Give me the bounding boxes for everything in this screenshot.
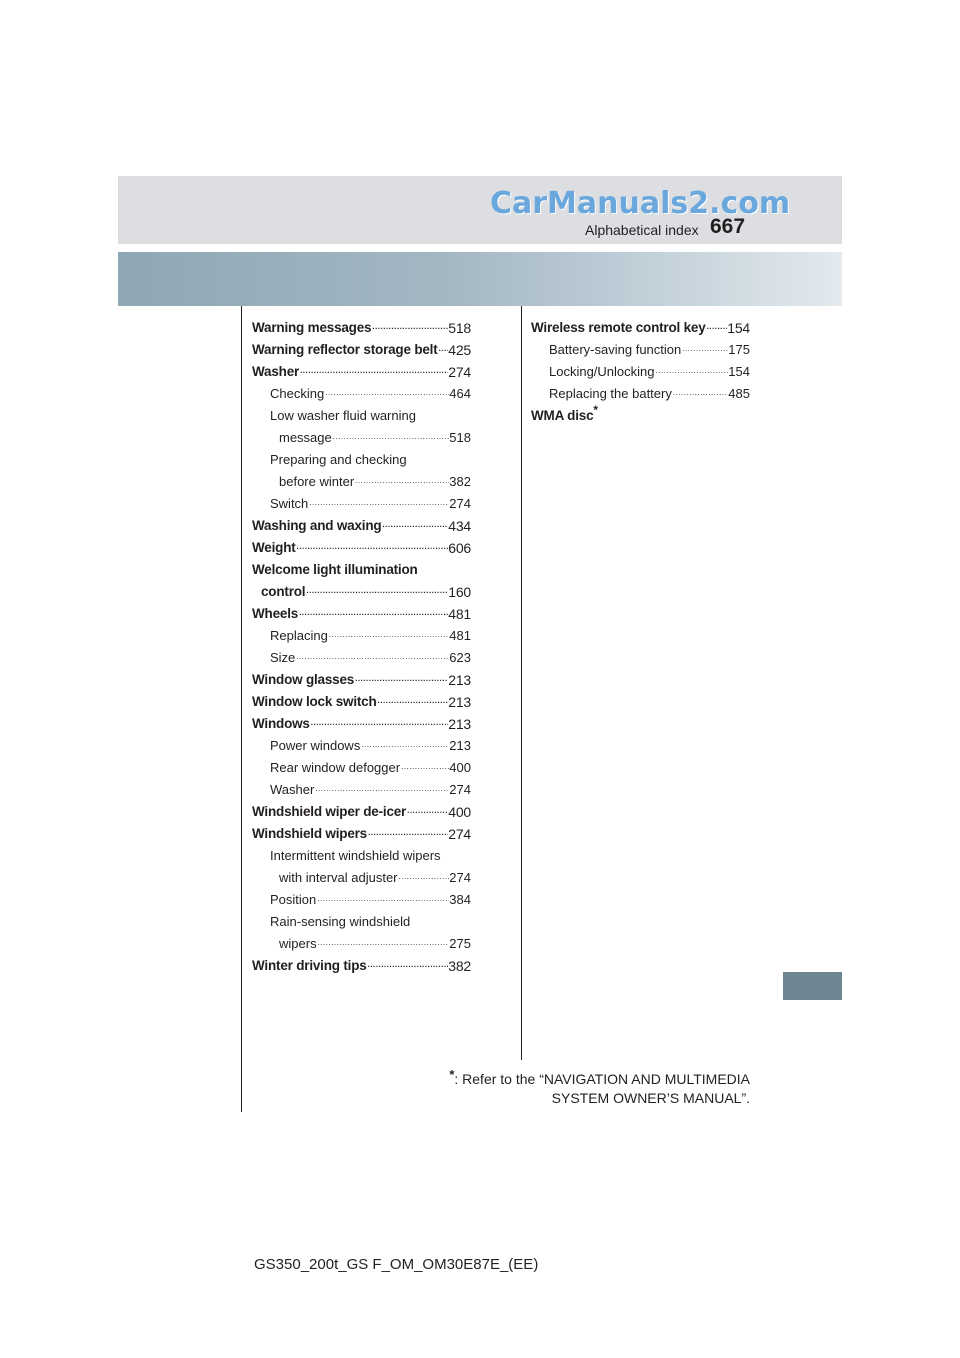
- dot-leader: [406, 803, 448, 819]
- entry-page-number[interactable]: 213: [448, 672, 471, 688]
- entry-label: Size: [270, 650, 296, 665]
- entry-page-number[interactable]: 274: [449, 496, 471, 511]
- index-entry: [252, 471, 471, 493]
- entry-page-number[interactable]: 213: [449, 738, 471, 753]
- index-entry: [531, 383, 750, 405]
- dot-leader: [296, 539, 449, 555]
- index-entry: [252, 317, 471, 339]
- footnote-line-1: : Refer to the “NAVIGATION AND MULTIMEDIA: [454, 1071, 750, 1087]
- entry-label: Battery-saving function: [549, 342, 682, 357]
- dot-leader: [400, 759, 449, 775]
- section-tab: [783, 972, 842, 1000]
- index-entry: [252, 735, 471, 757]
- index-entry: [252, 647, 471, 669]
- entry-label: with interval adjuster: [279, 870, 398, 885]
- index-entry: [252, 801, 471, 823]
- entry-label: Replacing the battery: [549, 386, 672, 401]
- entry-label: Washer: [270, 782, 315, 797]
- index-entry: [252, 889, 471, 911]
- entry-label: Position: [270, 892, 317, 907]
- entry-label: Power windows: [270, 738, 361, 753]
- dot-leader: [655, 363, 729, 379]
- dot-leader: [317, 935, 450, 951]
- index-entry: [531, 339, 750, 361]
- entry-label: Warning messages: [252, 320, 372, 335]
- index-entry: [252, 581, 471, 603]
- entry-label: Washer: [252, 364, 300, 379]
- index-column-right: [531, 317, 750, 427]
- index-entry: [252, 867, 471, 889]
- index-entry: [252, 493, 471, 515]
- index-entry: [252, 339, 471, 361]
- index-entry: [531, 405, 750, 427]
- entry-label: Wheels: [252, 606, 299, 621]
- index-entry: [531, 361, 750, 383]
- dot-leader: [371, 319, 448, 335]
- entry-label: Winter driving tips: [252, 958, 367, 973]
- index-entry: [252, 449, 471, 471]
- entry-label: Washing and waxing: [252, 518, 382, 533]
- dot-leader: [681, 341, 728, 357]
- dot-leader: [310, 715, 449, 731]
- entry-page-number[interactable]: 275: [449, 936, 471, 951]
- dot-leader: [298, 605, 448, 621]
- index-entry: [252, 515, 471, 537]
- page-number: 667: [710, 215, 746, 238]
- dot-leader: [381, 517, 448, 533]
- entry-page-number[interactable]: 606: [448, 540, 471, 556]
- dot-leader: [367, 957, 449, 973]
- index-entry: [252, 933, 471, 955]
- entry-page-number[interactable]: 400: [449, 760, 471, 775]
- dot-leader: [332, 429, 450, 445]
- footnote: [420, 1067, 750, 1108]
- entry-page-number[interactable]: 274: [449, 782, 471, 797]
- index-entry: [252, 559, 471, 581]
- entry-label: Replacing: [270, 628, 328, 643]
- entry-page-number[interactable]: 481: [449, 628, 471, 643]
- dot-leader: [316, 891, 449, 907]
- entry-label: Locking/Unlocking: [549, 364, 655, 379]
- entry-page-number[interactable]: 274: [448, 826, 471, 842]
- dot-leader: [367, 825, 448, 841]
- index-entry: [252, 537, 471, 559]
- footnote-line-2: SYSTEM OWNER’S MANUAL”.: [551, 1090, 750, 1106]
- entry-label: wipers: [279, 936, 317, 951]
- index-entry: [252, 845, 471, 867]
- index-entry: [252, 911, 471, 933]
- entry-page-number[interactable]: 160: [448, 584, 471, 600]
- entry-page-number[interactable]: 154: [727, 320, 750, 336]
- dot-leader: [328, 627, 449, 643]
- entry-page-number[interactable]: 382: [448, 958, 471, 974]
- entry-page-number[interactable]: 400: [448, 804, 471, 820]
- index-entry: [252, 603, 471, 625]
- left-column-rule: [241, 306, 242, 1112]
- section-label: Alphabetical index: [585, 222, 699, 238]
- entry-page-number[interactable]: 485: [728, 386, 750, 401]
- dot-leader: [299, 363, 448, 379]
- entry-label: Warning reflector storage belt: [252, 342, 438, 357]
- entry-label: Switch: [270, 496, 309, 511]
- entry-label: Low washer fluid warning: [270, 408, 416, 423]
- dot-leader: [354, 473, 449, 489]
- entry-page-number[interactable]: 384: [449, 892, 471, 907]
- index-entry: [252, 955, 471, 977]
- dot-leader: [672, 385, 728, 401]
- entry-label: Wireless remote control key: [531, 320, 706, 335]
- index-entry: [252, 427, 471, 449]
- entry-label: Rear window defogger: [270, 760, 401, 775]
- entry-page-number[interactable]: 481: [448, 606, 471, 622]
- index-entry: [252, 757, 471, 779]
- entry-label: Windows: [252, 716, 310, 731]
- index-entry: [252, 713, 471, 735]
- entry-label: Rain-sensing windshield: [270, 914, 411, 929]
- dot-leader: [308, 495, 449, 511]
- dot-leader: [305, 583, 448, 599]
- entry-page-number[interactable]: 518: [449, 430, 471, 445]
- index-entry: [252, 361, 471, 383]
- entry-page-number[interactable]: 213: [448, 716, 471, 732]
- entry-label: Window glasses: [252, 672, 355, 687]
- entry-page-number[interactable]: 623: [449, 650, 471, 665]
- index-entry: [252, 383, 471, 405]
- entry-label: Windshield wipers: [252, 826, 367, 841]
- dot-leader: [295, 649, 449, 665]
- entry-page-number[interactable]: 154: [728, 364, 750, 379]
- index-entry: [252, 405, 471, 427]
- document-code: GS350_200t_GS F_OM_OM30E87E_(EE): [254, 1256, 539, 1273]
- dot-leader: [324, 385, 449, 401]
- column-divider: [521, 306, 522, 1060]
- dot-leader: [377, 693, 449, 709]
- dot-leader: [354, 671, 448, 687]
- index-entry: [252, 625, 471, 647]
- dot-leader: [398, 869, 450, 885]
- entry-page-number[interactable]: 425: [448, 342, 471, 358]
- entry-page-number[interactable]: 175: [728, 342, 750, 357]
- dot-leader: [314, 781, 449, 797]
- index-entry: [252, 691, 471, 713]
- dot-leader: [438, 341, 449, 357]
- index-entry: [252, 823, 471, 845]
- index-entry: [252, 669, 471, 691]
- entry-label: control: [261, 584, 306, 599]
- dot-leader: [360, 737, 449, 753]
- entry-label: Windshield wiper de-icer: [252, 804, 407, 819]
- entry-label: Checking: [270, 386, 325, 401]
- dot-leader: [706, 319, 728, 335]
- entry-page-number[interactable]: 274: [448, 364, 471, 380]
- entry-page-number[interactable]: 434: [448, 518, 471, 534]
- entry-label: Preparing and checking: [270, 452, 407, 467]
- footnote-asterisk: *: [449, 1067, 455, 1082]
- entry-page-number[interactable]: 274: [449, 870, 471, 885]
- entry-page-number[interactable]: 382: [449, 474, 471, 489]
- index-column-left: [252, 317, 471, 977]
- entry-label: Window lock switch: [252, 694, 377, 709]
- entry-label: message: [279, 430, 332, 445]
- entry-label: Weight: [252, 540, 296, 555]
- entry-label: Intermittent windshield wipers: [270, 848, 441, 863]
- entry-page-number[interactable]: 464: [449, 386, 471, 401]
- entry-label: WMA disc: [531, 408, 594, 423]
- entry-page-number[interactable]: 213: [448, 694, 471, 710]
- entry-label: Welcome light illumination: [252, 562, 418, 577]
- watermark[interactable]: CarManuals2.com: [490, 186, 791, 221]
- decorative-band: [118, 252, 842, 306]
- entry-asterisk: *: [593, 403, 598, 417]
- index-entry: [252, 779, 471, 801]
- entry-label: before winter: [279, 474, 355, 489]
- index-entry: [531, 317, 750, 339]
- entry-page-number[interactable]: 518: [448, 320, 471, 336]
